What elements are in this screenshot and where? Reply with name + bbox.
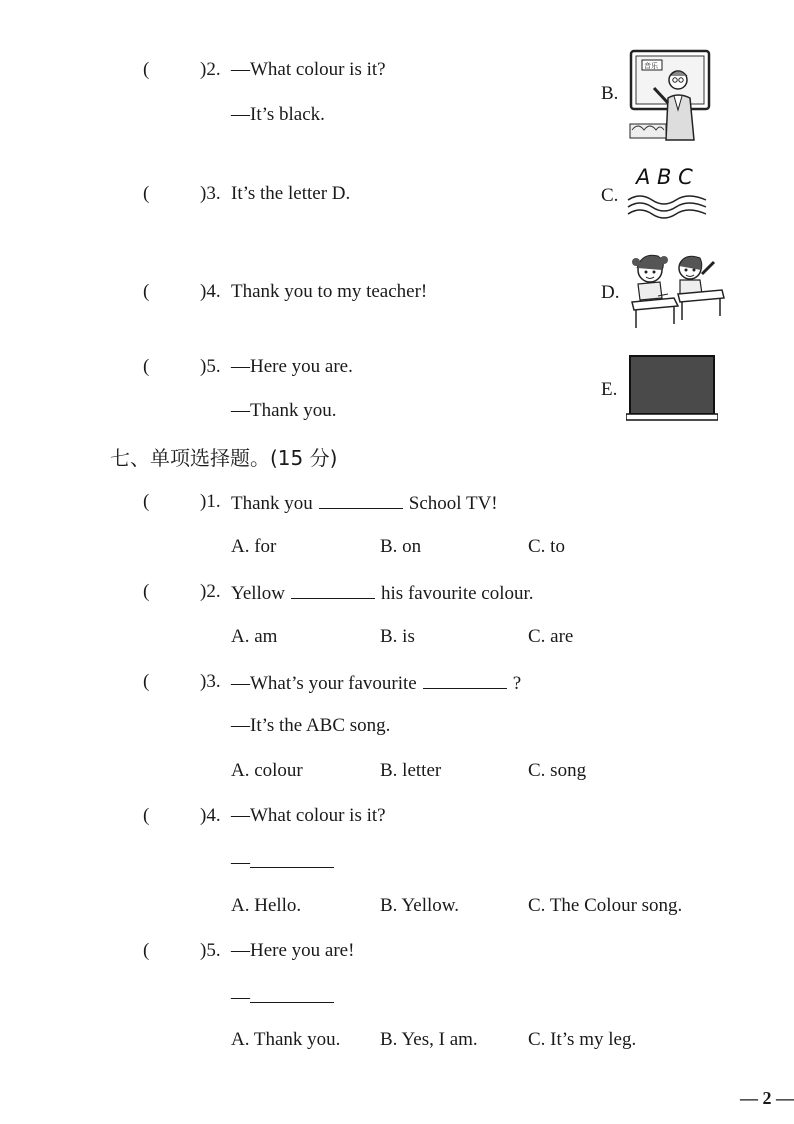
question-number: )2.: [200, 581, 221, 602]
picture-label-d: D.: [601, 282, 620, 303]
answer-paren[interactable]: (: [143, 581, 150, 602]
question-text: —What’s your favourite ?: [231, 670, 521, 696]
board-text: 音乐: [644, 62, 658, 70]
option-a[interactable]: A. am: [231, 626, 278, 647]
answer-paren[interactable]: (: [143, 183, 150, 204]
page-number: — 2 —: [740, 1088, 794, 1108]
option-c[interactable]: C. are: [528, 626, 574, 647]
option-c[interactable]: C. The Colour song.: [528, 895, 683, 916]
abc-song-illustration: [626, 162, 710, 224]
item-text: —What colour is it?: [231, 59, 386, 80]
option-b[interactable]: B. letter: [380, 760, 442, 781]
option-c[interactable]: C. song: [528, 760, 587, 781]
option-b[interactable]: B. on: [380, 536, 422, 557]
option-b[interactable]: B. Yes, I am.: [380, 1029, 478, 1050]
picture-label-e: E.: [601, 379, 618, 400]
question-text: —What colour is it?: [231, 805, 386, 826]
item-text: —Here you are.: [231, 356, 353, 377]
answer-paren[interactable]: (: [143, 281, 150, 302]
option-c[interactable]: C. It’s my leg.: [528, 1029, 637, 1050]
item-text: It’s the letter D.: [231, 183, 351, 204]
answer-paren[interactable]: (: [143, 356, 150, 377]
answer-blank[interactable]: [423, 670, 507, 689]
answer-blank[interactable]: [291, 580, 375, 599]
question-text: —Here you are!: [231, 940, 355, 961]
question-text: Thank you School TV!: [231, 490, 498, 516]
answer-line: —: [231, 984, 334, 1010]
picture-label-b: B.: [601, 83, 619, 104]
item-number: )2.: [200, 59, 221, 80]
answer-paren[interactable]: (: [143, 671, 150, 692]
picture-label-c: C.: [601, 185, 619, 206]
answer-paren[interactable]: (: [143, 805, 150, 826]
option-a[interactable]: A. Thank you.: [231, 1029, 341, 1050]
answer-paren[interactable]: (: [143, 491, 150, 512]
option-a[interactable]: A. Hello.: [231, 895, 302, 916]
answer-paren[interactable]: (: [143, 940, 150, 961]
item-text: —Thank you.: [231, 400, 337, 421]
question-number: )3.: [200, 671, 221, 692]
item-text: —It’s black.: [231, 104, 325, 125]
option-c[interactable]: C. to: [528, 536, 565, 557]
option-a[interactable]: A. for: [231, 536, 277, 557]
question-number: )5.: [200, 940, 221, 961]
option-a[interactable]: A. colour: [231, 760, 303, 781]
section-title: 七、单项选择题。(15 分): [110, 446, 338, 470]
question-number: )4.: [200, 805, 221, 826]
answer-blank[interactable]: [250, 984, 334, 1003]
black-board-illustration: [626, 354, 718, 424]
answer-line: —: [231, 849, 334, 875]
item-number: )3.: [200, 183, 221, 204]
option-b[interactable]: B. is: [380, 626, 415, 647]
item-number: )4.: [200, 281, 221, 302]
answer-blank[interactable]: [250, 849, 334, 868]
item-number: )5.: [200, 356, 221, 377]
question-number: )1.: [200, 491, 221, 512]
answer-paren[interactable]: (: [143, 59, 150, 80]
teacher-illustration: [628, 48, 714, 142]
abc-text: A B C: [636, 165, 693, 189]
question-line-2: —It’s the ABC song.: [231, 715, 391, 736]
item-text: Thank you to my teacher!: [231, 281, 428, 302]
answer-blank[interactable]: [319, 490, 403, 509]
option-b[interactable]: B. Yellow.: [380, 895, 460, 916]
question-text: Yellow his favourite colour.: [231, 580, 534, 606]
children-illustration: [628, 248, 726, 332]
